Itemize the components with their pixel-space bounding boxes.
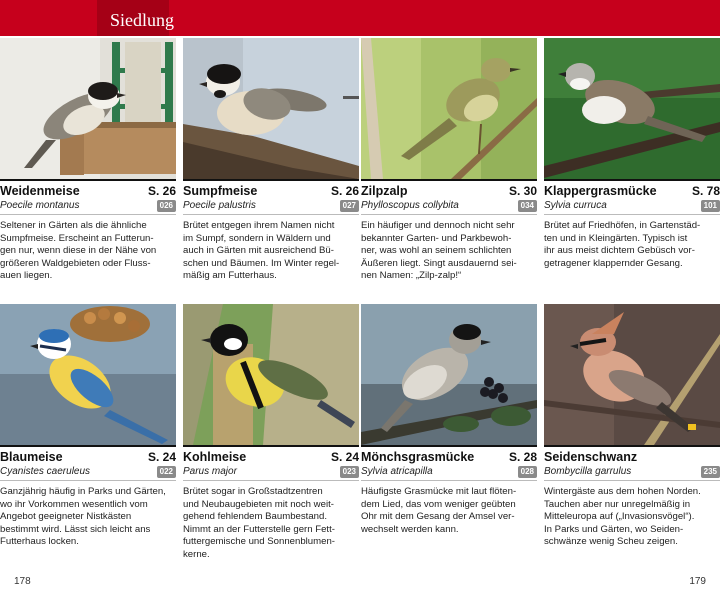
bird-code-badge: 101 (701, 200, 720, 212)
bird-description: Wintergäste aus dem hohen Norden. Tauchen aber nur unregelmäßig in Mitteleuropa auf („Invasionsvögel“). In Parks und Gärten, wo Seiden- schwänze wenig Scheu zeigen. (544, 486, 701, 548)
bird-info (183, 179, 359, 282)
bird-latin-name: Parus major (183, 466, 237, 477)
willow-tit-photo (0, 38, 176, 179)
bird-name: Zilpzalp (361, 184, 408, 198)
page-number-left: 178 (14, 576, 31, 587)
blackcap-photo (361, 304, 537, 445)
bird-description: Ganzjährig häufig in Parks und Gärten, wo ihr Vorkommen wesentlich vom Angebot geeigneter Nistkästen bestimmt wird. Lässt sich leicht ans Futterhaus locken. (0, 486, 166, 548)
bird-code-badge: 028 (518, 466, 537, 478)
bird-latin-name: Sylvia curruca (544, 200, 607, 211)
section-title: Siedlung (110, 10, 175, 30)
bird-page-ref[interactable]: S. 78 (691, 184, 720, 198)
bird-description: Häufigste Grasmücke mit laut flöten- dem Lied, das vom weniger geübten Ohr mit dem Gesang der Amsel ver- wechselt werden kann. (361, 486, 517, 535)
bird-info (361, 179, 537, 282)
bird-code-badge: 027 (340, 200, 359, 212)
bird-info (544, 179, 720, 269)
blue-tit-photo (0, 304, 176, 445)
chiffchaff-photo (361, 38, 537, 179)
bird-page-ref[interactable]: S. 28 (508, 450, 537, 464)
bird-description: Brütet sogar in Großstadtzentren und Neubaugebieten mit noch weit- gehend fehlendem Baumbestand. Nimmt an der Futterstelle gern Fett- futtergemische und Sonnenblumen- kerne. (183, 486, 335, 560)
bird-description: Brütet entgegen ihrem Namen nicht im Sumpf, sondern in Wäldern und auch in Gärten mit ausreichend Bü- schen und Bäumen. Im Winter regel- mäßig am Futterhaus. (183, 220, 340, 282)
bird-latin-name: Bombycilla garrulus (544, 466, 632, 477)
bird-page-ref[interactable]: S. 24 (147, 450, 176, 464)
bird-page-ref[interactable]: S. 26 (147, 184, 176, 198)
bird-name: Klappergrasmücke (544, 184, 657, 198)
bird-code-badge: 022 (157, 466, 176, 478)
bird-name: Seidenschwanz (544, 450, 638, 464)
bird-info (0, 179, 176, 282)
marsh-tit-photo (183, 38, 359, 179)
bird-name: Kohlmeise (183, 450, 247, 464)
bird-latin-name: Cyanistes caeruleus (0, 466, 91, 477)
great-tit-photo (183, 304, 359, 445)
bird-page-ref[interactable]: S. 24 (330, 450, 359, 464)
bird-latin-name: Phylloscopus collybita (361, 200, 459, 211)
bird-info (544, 445, 720, 548)
bird-code-badge: 023 (340, 466, 359, 478)
bird-page-ref[interactable]: S. 30 (508, 184, 537, 198)
bird-description: Ein häufiger und dennoch nicht sehr bekannter Garten- und Parkbewoh- ner, was wohl an seinem schlichten Äußeren liegt. Singt ausdauernd sei- nen Namen: „Zilp-zalp!“ (361, 220, 517, 282)
bird-info (0, 445, 176, 548)
bird-name: Mönchsgrasmücke (361, 450, 475, 464)
bird-page-ref[interactable]: S. 26 (330, 184, 359, 198)
bird-description: Brütet auf Friedhöfen, in Gartenstäd- ten und in Kleingärten. Typisch ist ihr aus meist dichtem Gebüsch vor- getragener klappernder Gesang. (544, 220, 701, 269)
bird-name: Blaumeise (0, 450, 63, 464)
bird-latin-name: Poecile palustris (183, 200, 256, 211)
bird-code-badge: 235 (701, 466, 720, 478)
bird-info (361, 445, 537, 535)
bird-name: Weidenmeise (0, 184, 80, 198)
bird-latin-name: Sylvia atricapilla (361, 466, 433, 477)
bird-name: Sumpfmeise (183, 184, 258, 198)
page-number-right: 179 (689, 576, 706, 587)
lesser-whitethroat-photo (544, 38, 720, 179)
bird-code-badge: 034 (518, 200, 537, 212)
bird-code-badge: 026 (157, 200, 176, 212)
bird-description: Seltener in Gärten als die ähnliche Sumpfmeise. Erscheint an Futterun- gen nur, wenn diese in der Nähe von größeren Waldgebieten oder Fluss- auen liegen. (0, 220, 157, 282)
bird-latin-name: Poecile montanus (0, 200, 80, 211)
waxwing-photo (544, 304, 720, 445)
bird-info (183, 445, 359, 560)
